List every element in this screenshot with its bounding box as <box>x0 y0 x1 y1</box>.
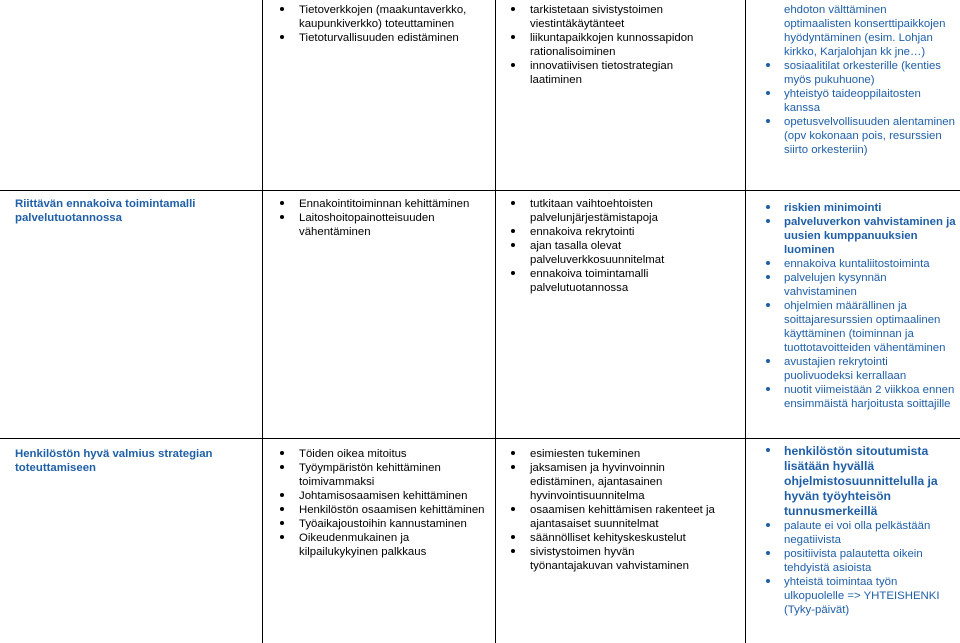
list-item: henkilöstön sitoutumista lisätään hyvällä ohjelmistosuunnittelulla ja hyvän työyhteisön tunnusmerkeillä <box>760 444 956 519</box>
list-item: Työympäristön kehittäminen toimivammaksi <box>274 461 486 489</box>
row3-col2 <box>274 447 486 559</box>
row1-col3 <box>505 3 710 87</box>
list-item: osaamisen kehittämisen rakenteet ja ajantasaiset suunnitelmat <box>505 503 720 531</box>
list-item: jaksamisen ja hyvinvoinnin edistäminen, ajantasainen hyvinvointisuunnitelma <box>505 461 720 503</box>
list-item: palveluverkon vahvistaminen ja uusien kumppanuuksien luominen <box>760 215 956 257</box>
list-item: liikuntapaikkojen kunnossapidon rationalisoiminen <box>505 31 710 59</box>
list-item: ennakoiva kuntaliitostoiminta <box>760 257 956 271</box>
row1-col4 <box>760 3 956 157</box>
column-divider <box>745 0 746 643</box>
column-divider <box>262 0 263 643</box>
list-item: positiivista palautetta oikein tehdyistä asioista <box>760 547 956 575</box>
list-item: riskien minimointi <box>760 201 956 215</box>
list-item: ohjelmien määrällinen ja soittajaresurssien optimaalinen käyttäminen (toiminnan ja tuottotavoitteiden vähentäminen <box>760 299 956 355</box>
row2-col3 <box>505 197 710 295</box>
list-item: Johtamisosaamisen kehittäminen <box>274 489 486 503</box>
row2-col2 <box>274 197 486 239</box>
list-item: Tietoturvallisuuden edistäminen <box>274 31 486 45</box>
list-item: Työaikajoustoihin kannustaminen <box>274 517 486 531</box>
list-item: Töiden oikea mitoitus <box>274 447 486 461</box>
list-item: opetusvelvollisuuden alentaminen (opv kokonaan pois, resurssien siirto orkesteriin) <box>760 115 956 157</box>
list-item: sivistystoimen hyvän työnantajakuvan vahvistaminen <box>505 545 720 573</box>
list-item: nuotit viimeistään 2 viikkoa ennen ensimmäistä harjoitusta soittajille <box>760 383 956 411</box>
list-item: säännölliset kehityskeskustelut <box>505 531 720 545</box>
row3-col3 <box>505 447 720 573</box>
column-divider <box>495 0 496 643</box>
list-item: Oikeudenmukainen ja kilpailukykyinen palkkaus <box>274 531 486 559</box>
list-item: ennakoiva rekrytointi <box>505 225 710 239</box>
list-item: palaute ei voi olla pelkästään negatiivista <box>760 519 956 547</box>
list-item: tutkitaan vaihtoehtoisten palvelunjärjestämistapoja <box>505 197 710 225</box>
row-heading: Henkilöstön hyvä valmius strategian toteuttamiseen <box>15 448 213 474</box>
row-divider <box>0 438 960 439</box>
row2-col4 <box>760 201 956 411</box>
row-divider <box>0 190 960 191</box>
row3-col4 <box>760 444 956 617</box>
list-item: yhteistyö taideoppilaitosten kanssa <box>760 87 956 115</box>
list-item: ennakoiva toimintamalli palvelutuotannossa <box>505 267 710 295</box>
list-item: palvelujen kysynnän vahvistaminen <box>760 271 956 299</box>
list-item: Tietoverkkojen (maakuntaverkko, kaupunkiverkko) toteuttaminen <box>274 3 486 31</box>
list-item: Ennakointitoiminnan kehittäminen <box>274 197 486 211</box>
list-item: innovatiivisen tietostrategian laatiminen <box>505 59 710 87</box>
row-heading: Riittävän ennakoiva toimintamalli palvelutuotannossa <box>15 198 196 224</box>
list-item: sosiaalitilat orkesterille (kenties myös pukuhuone) <box>760 59 956 87</box>
list-item: tarkistetaan sivistystoimen viestintäkäytänteet <box>505 3 710 31</box>
list-item: Henkilöstön osaamisen kehittäminen <box>274 503 486 517</box>
list-item: Laitoshoitopainotteisuuden vähentäminen <box>274 211 486 239</box>
list-item: avustajien rekrytointi puolivuodeksi kerrallaan <box>760 355 956 383</box>
row1-col2 <box>274 3 486 45</box>
list-item: esimiesten tukeminen <box>505 447 720 461</box>
intro-text: ehdoton välttäminen optimaalisten konserttipaikkojen hyödyntäminen (esim. Lohjan kirkko, Karjalohjan kk jne…) <box>784 4 946 58</box>
list-item: ajan tasalla olevat palveluverkkosuunnitelmat <box>505 239 710 267</box>
list-item: yhteistä toimintaa työn ulkopuolelle => YHTEISHENKI (Tyky-päivät) <box>760 575 956 617</box>
